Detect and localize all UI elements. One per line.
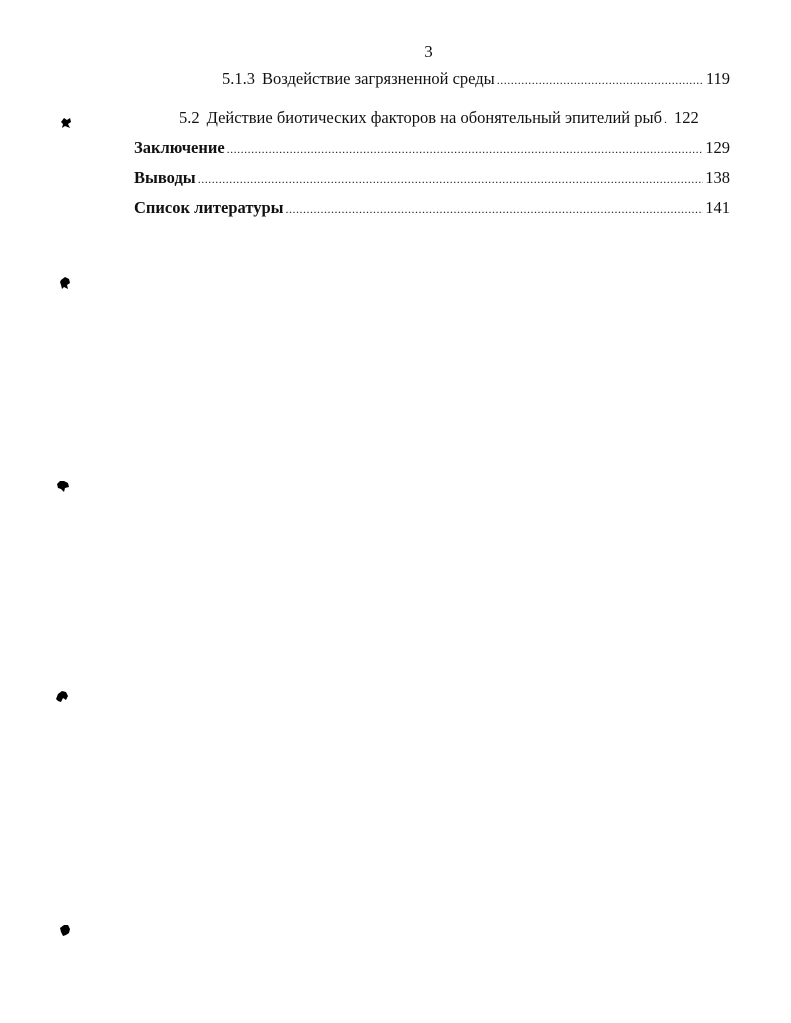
- toc-entry-number: 5.1.3: [222, 69, 255, 88]
- binder-hole-mark-icon: [58, 276, 72, 290]
- toc-dot-leader: [227, 139, 704, 159]
- toc-entry: [134, 168, 730, 189]
- toc-entry: [134, 138, 730, 159]
- toc-entry: [222, 69, 730, 90]
- toc-entry-number: 5.2: [179, 108, 200, 127]
- toc-entry-title: Действие биотических факторов на обонятельный эпителий рыб: [206, 108, 662, 127]
- toc-entry-title: Список литературы: [134, 198, 284, 217]
- toc-entry-title: Выводы: [134, 168, 196, 187]
- toc-dot-leader: [198, 169, 704, 189]
- binder-hole-mark-icon: [59, 116, 73, 130]
- toc-entry-title: Заключение: [134, 138, 225, 157]
- toc-entry-page: 129: [705, 138, 730, 157]
- page-number: 3: [424, 42, 433, 61]
- toc-entry-page: 119: [705, 69, 730, 88]
- toc-dot-leader: [664, 109, 672, 129]
- toc-dot-leader: [497, 70, 704, 90]
- toc-dot-leader: [286, 199, 704, 219]
- binder-hole-mark-icon: [55, 690, 69, 704]
- toc-entry: [134, 198, 730, 219]
- binder-hole-mark-icon: [58, 923, 72, 937]
- toc-entry-title: Воздействие загрязненной среды: [262, 69, 495, 88]
- toc-entry: [179, 108, 730, 129]
- toc-entry-page: 138: [705, 168, 730, 187]
- toc-entry-page: 122: [673, 108, 699, 127]
- toc-entry-page: 141: [705, 198, 730, 217]
- binder-hole-mark-icon: [56, 479, 70, 493]
